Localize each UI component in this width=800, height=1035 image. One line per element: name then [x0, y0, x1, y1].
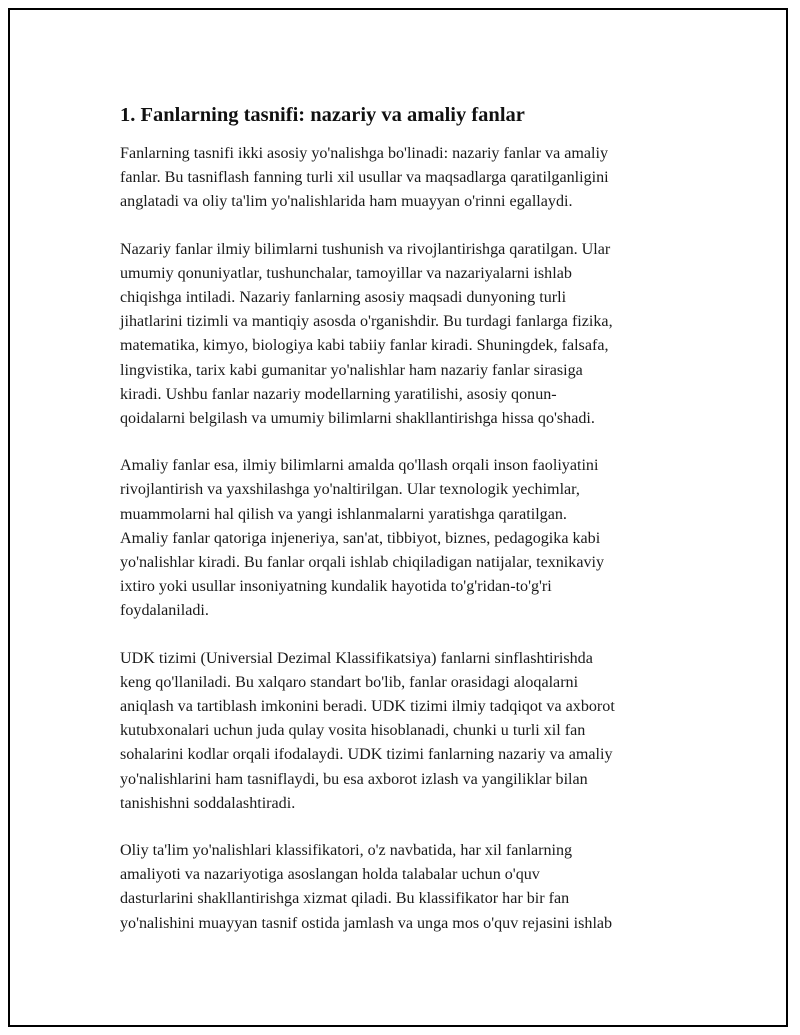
paragraph-line: rivojlantirish va yaxshilashga yo'naltirilgan. Ular texnologik yechimlar,	[120, 481, 580, 499]
page-frame	[8, 8, 788, 1027]
paragraph	[120, 839, 695, 936]
paragraph-line: kutubxonalari uchun juda qulay vosita hisoblanadi, chunki u turli xil fan	[120, 722, 586, 740]
paragraph-line: qoidalarni belgilash va umumiy bilimlarni shakllantirishga hissa qo'shadi.	[120, 410, 595, 428]
paragraph-line: amaliyoti va nazariyotiga asoslangan holda talabalar uchun o'quv	[120, 866, 540, 884]
paragraph-line: tanishishni soddalashtiradi.	[120, 794, 296, 812]
paragraph-line: Amaliy fanlar qatoriga injeneriya, san'at, tibbiyot, biznes, pedagogika kabi	[120, 529, 601, 547]
document-body	[120, 102, 695, 959]
paragraph-line: Oliy ta'lim yo'nalishlari klassifikatori, o'z navbatida, har xil fanlarning	[120, 842, 573, 860]
paragraph-line: yo'nalishlar kiradi. Bu fanlar orqali ishlab chiqiladigan natijalar, texnikaviy	[120, 554, 605, 572]
paragraph	[120, 454, 695, 623]
paragraph-line: Nazariy fanlar ilmiy bilimlarni tushunish va rivojlantirishga qaratilgan. Ular	[120, 240, 611, 258]
paragraph	[120, 647, 695, 816]
paragraph-line: Fanlarning tasnifi ikki asosiy yo'nalishga bo'linadi: nazariy fanlar va amaliy	[120, 145, 609, 162]
paragraph-line: chiqishga intiladi. Nazariy fanlarning asosiy maqsadi dunyoning turli	[120, 289, 567, 307]
paragraph	[120, 142, 695, 215]
paragraph-line: jihatlarini tizimli va mantiqiy asosda o'rganishdir. Bu turdagi fanlarga fizika,	[120, 313, 613, 331]
paragraph-line: kiradi. Ushbu fanlar nazariy modellarning yaratilishi, asosiy qonun-	[120, 385, 557, 403]
paragraph-line: yo'nalishini muayyan tasnif ostida jamlash va unga mos o'quv rejasini ishlab	[120, 914, 613, 932]
paragraph-line: dasturlarini shakllantirishga xizmat qiladi. Bu klassifikator har bir fan	[120, 890, 570, 908]
paragraph-line: UDK tizimi (Universial Dezimal Klassifikatsiya) fanlarni sinflashtirishda	[120, 649, 593, 667]
paragraph-line: matematika, kimyo, biologiya kabi tabiiy fanlar kiradi. Shuningdek, falsafa,	[120, 337, 609, 355]
paragraph-line: Amaliy fanlar esa, ilmiy bilimlarni amalda qo'llash orqali inson faoliyatini	[120, 457, 599, 475]
section-heading: 1. Fanlarning tasnifi: nazariy va amaliy fanlar	[120, 104, 525, 126]
paragraph-line: muammolarni hal qilish va yangi ishlanmalarni yaratishga qaratilgan.	[120, 505, 567, 523]
paragraph-line: foydalaniladi.	[120, 602, 209, 620]
paragraph-line: yo'nalishlarini ham tasniflaydi, bu esa axborot izlash va yangiliklar bilan	[120, 770, 588, 788]
paragraph-line: umumiy qonuniyatlar, tushunchalar, tamoyillar va nazariyalarni ishlab	[120, 264, 572, 282]
paragraphs-container	[120, 142, 695, 936]
paragraph-line: sohalarini kodlar orqali ifodalaydi. UDK tizimi fanlarning nazariy va amaliy	[120, 746, 613, 764]
paragraph-line: anglatadi va oliy ta'lim yo'nalishlarida ham muayyan o'rinni egallaydi.	[120, 193, 573, 211]
paragraph	[120, 238, 695, 432]
paragraph-line: lingvistika, tarix kabi gumanitar yo'nalishlar ham nazariy fanlar sirasiga	[120, 361, 583, 379]
paragraph-line: keng qo'llaniladi. Bu xalqaro standart bo'lib, fanlar orasidagi aloqalarni	[120, 673, 579, 691]
paragraph-line: fanlar. Bu tasniflash fanning turli xil usullar va maqsadlarga qaratilganligini	[120, 169, 609, 187]
paragraph-line: ixtiro yoki usullar insoniyatning kundalik hayotida to'g'ridan-to'g'ri	[120, 578, 552, 596]
paragraph-line: aniqlash va tartiblash imkonini beradi. UDK tizimi ilmiy tadqiqot va axborot	[120, 698, 615, 716]
